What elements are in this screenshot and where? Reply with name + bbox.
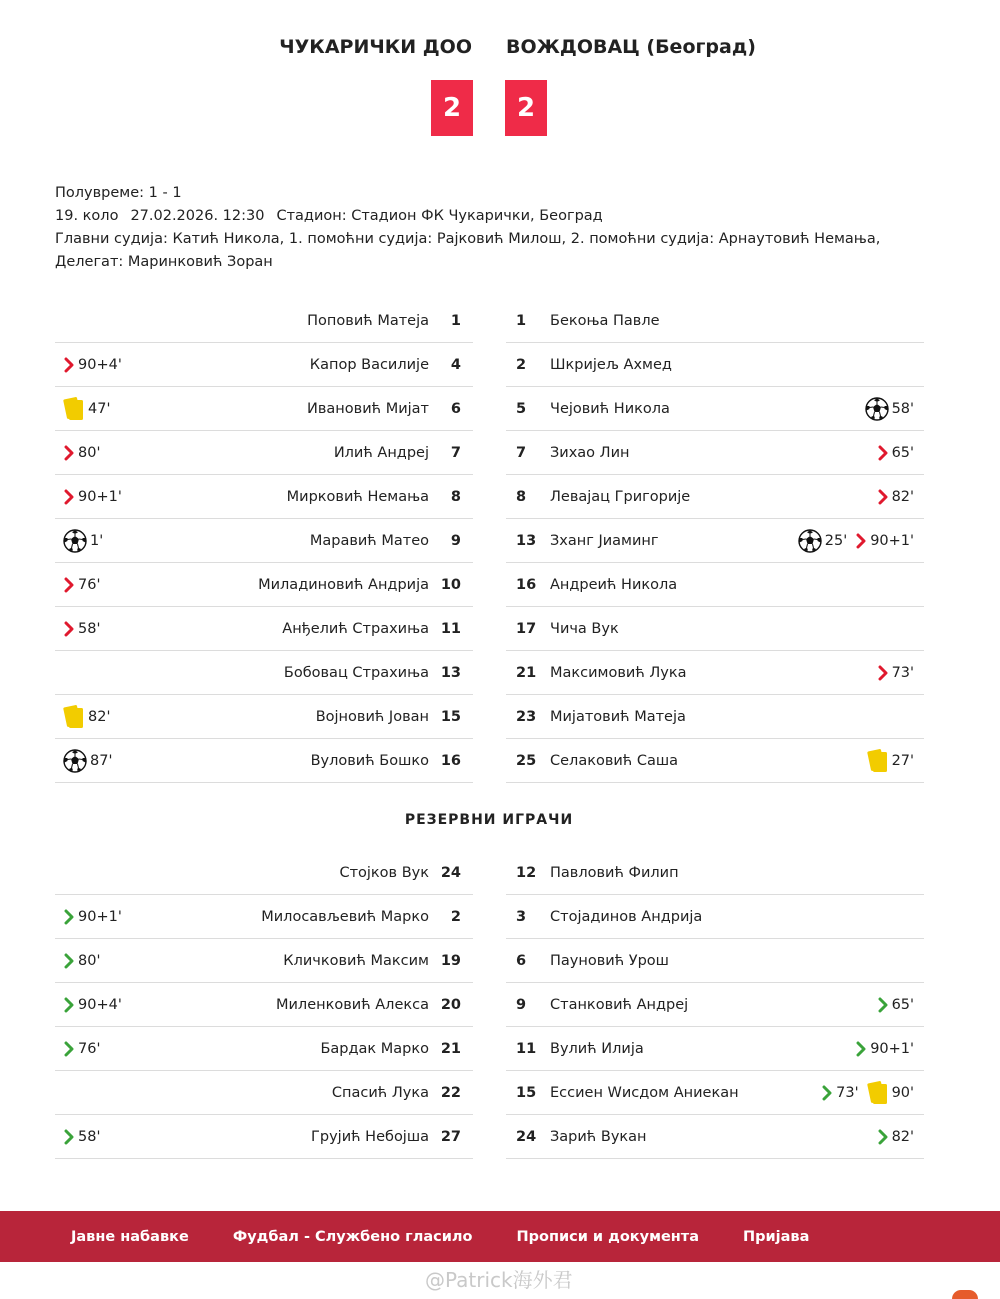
player-number: 15 xyxy=(440,709,461,725)
player-events xyxy=(63,387,110,431)
player-name[interactable]: Грујић Небојша xyxy=(311,1129,429,1145)
player-name[interactable]: Вулић Илија xyxy=(550,1041,644,1057)
home-player xyxy=(55,895,473,939)
home-score: 2 xyxy=(431,80,473,136)
event-yellow xyxy=(867,748,914,774)
player-events xyxy=(821,1071,914,1115)
player-number: 6 xyxy=(516,953,527,969)
event-sub-in xyxy=(855,1041,914,1057)
player-events xyxy=(877,1115,914,1159)
player-events xyxy=(877,983,914,1027)
player-events xyxy=(63,475,122,519)
match-info xyxy=(55,182,945,274)
away-player xyxy=(506,939,924,983)
event-sub-out xyxy=(63,621,100,637)
away-player xyxy=(506,343,924,387)
player-name[interactable]: Бобовац Страхиња xyxy=(283,665,429,681)
player-name[interactable]: Капор Василије xyxy=(309,357,429,373)
away-player xyxy=(506,431,924,475)
home-player xyxy=(55,695,473,739)
football-icon xyxy=(63,749,87,773)
event-sub-in xyxy=(821,1085,858,1101)
player-number: 19 xyxy=(440,953,461,969)
player-events xyxy=(855,1027,914,1071)
football-icon xyxy=(63,529,87,553)
away-player xyxy=(506,983,924,1027)
player-name[interactable]: Миладиновић Андрија xyxy=(258,577,429,593)
player-number: 11 xyxy=(440,621,461,637)
player-name[interactable]: Стојадинов Андрија xyxy=(550,909,703,925)
player-events xyxy=(63,563,100,607)
home-player xyxy=(55,387,473,431)
event-minute: 58' xyxy=(78,621,101,637)
player-number: 1 xyxy=(450,313,461,329)
sub-out-chevron-icon xyxy=(63,357,75,373)
player-name[interactable]: Војновић Јован xyxy=(315,709,429,725)
stadium: Стадион: Стадион ФК Чукарички, Београд xyxy=(276,208,603,224)
player-number: 15 xyxy=(516,1085,537,1101)
lineup-row xyxy=(55,387,925,431)
lineup-row xyxy=(55,739,925,783)
watermark: @Patrick海外君 xyxy=(425,1268,573,1292)
sub-out-chevron-icon xyxy=(63,621,75,637)
event-sub-in xyxy=(63,1041,100,1057)
player-events xyxy=(63,343,122,387)
player-name[interactable]: Анђелић Страхиња xyxy=(282,621,429,637)
halftime-score: Полувреме: 1 - 1 xyxy=(55,185,182,201)
sub-out-chevron-icon xyxy=(877,489,889,505)
event-minute: 47' xyxy=(88,401,111,417)
sub-out-chevron-icon xyxy=(877,665,889,681)
event-goal xyxy=(798,529,847,553)
player-number: 2 xyxy=(516,357,527,373)
home-player xyxy=(55,1071,473,1115)
away-player xyxy=(506,299,924,343)
sub-out-chevron-icon xyxy=(877,445,889,461)
away-player xyxy=(506,519,924,563)
home-player xyxy=(55,519,473,563)
player-number: 6 xyxy=(450,401,461,417)
player-name[interactable]: Леваjац Григорије xyxy=(550,489,691,505)
player-events xyxy=(63,939,100,983)
away-player xyxy=(506,651,924,695)
player-events xyxy=(63,895,122,939)
event-minute: 87' xyxy=(90,753,113,769)
footer-link-login[interactable]: Пријава xyxy=(743,1228,810,1245)
player-events xyxy=(63,431,100,475)
player-name[interactable]: Кличковић Максим xyxy=(283,953,429,969)
lineup-row xyxy=(55,1115,925,1159)
event-sub-in xyxy=(877,997,914,1013)
player-name[interactable]: Зихао Лин xyxy=(550,445,630,461)
event-sub-out xyxy=(877,489,914,505)
player-events xyxy=(867,739,914,783)
home-player xyxy=(55,431,473,475)
event-sub-out xyxy=(855,533,914,549)
event-minute: 25' xyxy=(824,533,848,549)
event-minute: 76' xyxy=(78,1041,101,1057)
player-name[interactable]: Павловић Филип xyxy=(550,865,679,881)
substitutes-lineup xyxy=(55,851,925,1159)
player-name[interactable]: Мирковић Немања xyxy=(286,489,429,505)
sub-in-chevron-icon xyxy=(877,1129,889,1145)
yellow-card-icon xyxy=(867,1080,889,1106)
event-sub-in xyxy=(877,1129,914,1145)
lineup-row xyxy=(55,519,925,563)
footer-link-official-gazette[interactable]: Фудбал - Службено гласило xyxy=(232,1228,473,1245)
event-minute: 65' xyxy=(891,997,914,1013)
sub-out-chevron-icon xyxy=(63,489,75,505)
event-minute: 65' xyxy=(891,445,914,461)
player-name[interactable]: Маравић Матео xyxy=(309,533,429,549)
away-player xyxy=(506,1115,924,1159)
event-minute: 82' xyxy=(88,709,111,725)
event-minute: 76' xyxy=(78,577,101,593)
home-player xyxy=(55,739,473,783)
player-name[interactable]: Поповић Матеја xyxy=(307,313,429,329)
player-number: 8 xyxy=(516,489,527,505)
player-name[interactable]: Чича Вук xyxy=(550,621,619,637)
player-name[interactable]: Зханг Јиаминг xyxy=(550,533,659,549)
yellow-card-icon xyxy=(63,704,85,730)
player-number: 24 xyxy=(440,865,461,881)
player-number: 20 xyxy=(440,997,461,1013)
home-player xyxy=(55,563,473,607)
event-sub-in xyxy=(63,1129,100,1145)
event-minute: 82' xyxy=(891,1129,914,1145)
player-events xyxy=(63,983,122,1027)
event-sub-out xyxy=(63,577,100,593)
player-events xyxy=(798,519,914,563)
home-player xyxy=(55,299,473,343)
event-yellow xyxy=(867,1080,914,1106)
away-player xyxy=(506,1071,924,1115)
event-minute: 27' xyxy=(891,753,914,769)
event-sub-out xyxy=(63,445,100,461)
away-player xyxy=(506,475,924,519)
event-yellow xyxy=(63,704,110,730)
lineup-row xyxy=(55,1027,925,1071)
lineup-row xyxy=(55,651,925,695)
player-name[interactable]: Мијатовић Матеја xyxy=(550,709,686,725)
corner-decoration xyxy=(952,1290,978,1299)
player-number: 16 xyxy=(440,753,461,769)
event-minute: 80' xyxy=(78,953,101,969)
player-name[interactable]: Ессиен Wисдом Аниекан xyxy=(550,1085,739,1101)
event-minute: 73' xyxy=(891,665,914,681)
player-name[interactable]: Милосављевић Марко xyxy=(261,909,429,925)
player-name[interactable]: Илић Андреј xyxy=(333,445,429,461)
away-player xyxy=(506,607,924,651)
away-player xyxy=(506,387,924,431)
yellow-card-icon xyxy=(63,396,85,422)
player-number: 13 xyxy=(440,665,461,681)
player-name[interactable]: Пауновић Урош xyxy=(550,953,669,969)
player-name[interactable]: Миленковић Алекса xyxy=(276,997,429,1013)
round: 19. коло xyxy=(55,208,119,224)
event-minute: 90+1' xyxy=(870,533,914,549)
lineup-row xyxy=(55,343,925,387)
player-events xyxy=(63,739,112,783)
footer-nav xyxy=(0,1211,1000,1262)
event-goal xyxy=(865,397,914,421)
player-events xyxy=(865,387,914,431)
player-number: 17 xyxy=(516,621,537,637)
lineup-row xyxy=(55,939,925,983)
player-events xyxy=(63,695,110,739)
lineup-row xyxy=(55,299,925,343)
event-minute: 58' xyxy=(78,1129,101,1145)
sub-in-chevron-icon xyxy=(63,1129,75,1145)
lineup-row xyxy=(55,1071,925,1115)
sub-in-chevron-icon xyxy=(63,997,75,1013)
player-number: 9 xyxy=(450,533,461,549)
sub-in-chevron-icon xyxy=(63,1041,75,1057)
home-player xyxy=(55,343,473,387)
event-sub-in xyxy=(63,997,122,1013)
starting-lineup xyxy=(55,299,925,783)
player-name[interactable]: Ивановић Мијат xyxy=(307,401,429,417)
footer-link-procurement[interactable]: Јавне набавке xyxy=(71,1228,189,1245)
lineup-row xyxy=(55,695,925,739)
player-number: 7 xyxy=(450,445,461,461)
player-events xyxy=(877,475,914,519)
event-minute: 90+4' xyxy=(78,997,122,1013)
match-header xyxy=(0,36,1000,66)
event-minute: 90+4' xyxy=(78,357,122,373)
event-sub-out xyxy=(63,489,122,505)
player-number: 2 xyxy=(450,909,461,925)
home-player xyxy=(55,1027,473,1071)
lineup-row xyxy=(55,431,925,475)
player-number: 27 xyxy=(440,1129,461,1145)
lineup-row xyxy=(55,607,925,651)
round-date-stadium xyxy=(55,205,945,228)
away-team-name: ВОЖДОВАЦ (Београд) xyxy=(506,36,756,58)
player-number: 4 xyxy=(450,357,461,373)
player-number: 13 xyxy=(516,533,537,549)
officials: Главни судија: Катић Никола, 1. помоћни судија: Рајковић Милош, 2. помоћни судија: Арнаутовић Немања, Делегат: Маринковић Зоран xyxy=(55,231,881,270)
player-events xyxy=(877,431,914,475)
event-minute: 90' xyxy=(891,1085,914,1101)
event-yellow xyxy=(63,396,110,422)
match-datetime: 27.02.2026. 12:30 xyxy=(130,208,265,224)
lineup-row xyxy=(55,851,925,895)
lineup-row xyxy=(55,563,925,607)
player-name[interactable]: Вуловић Бошко xyxy=(310,753,429,769)
player-name[interactable]: Селаковић Саша xyxy=(550,753,679,769)
player-events xyxy=(63,607,100,651)
event-minute: 58' xyxy=(891,401,914,417)
event-minute: 73' xyxy=(836,1085,859,1101)
event-minute: 90+1' xyxy=(78,909,122,925)
event-goal xyxy=(63,529,103,553)
event-minute: 82' xyxy=(891,489,914,505)
away-score: 2 xyxy=(505,80,547,136)
player-number: 8 xyxy=(450,489,461,505)
player-number: 21 xyxy=(440,1041,461,1057)
player-name[interactable]: Стојков Вук xyxy=(339,865,429,881)
player-number: 23 xyxy=(516,709,537,725)
event-minute: 90+1' xyxy=(870,1041,914,1057)
sub-in-chevron-icon xyxy=(821,1085,833,1101)
lineup-row xyxy=(55,895,925,939)
sub-out-chevron-icon xyxy=(63,445,75,461)
home-player xyxy=(55,939,473,983)
home-player xyxy=(55,1115,473,1159)
player-number: 7 xyxy=(516,445,527,461)
away-player xyxy=(506,563,924,607)
away-player xyxy=(506,739,924,783)
home-player xyxy=(55,651,473,695)
player-number: 22 xyxy=(440,1085,461,1101)
lineup-row xyxy=(55,983,925,1027)
player-number: 10 xyxy=(440,577,461,593)
sub-out-chevron-icon xyxy=(63,577,75,593)
event-minute: 80' xyxy=(78,445,101,461)
home-player xyxy=(55,475,473,519)
player-number: 9 xyxy=(516,997,527,1013)
event-sub-in xyxy=(63,909,122,925)
footer-link-regulations[interactable]: Прописи и документа xyxy=(516,1228,699,1245)
player-name[interactable]: Бекоња Павле xyxy=(550,313,660,329)
player-events xyxy=(63,1027,100,1071)
sub-in-chevron-icon xyxy=(63,953,75,969)
event-minute: 1' xyxy=(90,533,104,549)
home-team-name: ЧУКАРИЧКИ ДОО xyxy=(279,36,472,58)
player-number: 21 xyxy=(516,665,537,681)
player-name[interactable]: Бардак Марко xyxy=(320,1041,429,1057)
event-minute: 90+1' xyxy=(78,489,122,505)
home-player xyxy=(55,607,473,651)
away-player xyxy=(506,1027,924,1071)
player-name[interactable]: Спасић Лука xyxy=(331,1085,429,1101)
player-name[interactable]: Шкријељ Ахмед xyxy=(550,357,672,373)
event-sub-in xyxy=(63,953,100,969)
football-icon xyxy=(865,397,889,421)
home-player xyxy=(55,983,473,1027)
event-sub-out xyxy=(877,445,914,461)
sub-in-chevron-icon xyxy=(855,1041,867,1057)
player-name[interactable]: Зарић Вукан xyxy=(550,1129,647,1145)
player-name[interactable]: Станковић Андреј xyxy=(550,997,689,1013)
player-events xyxy=(877,651,914,695)
sub-out-chevron-icon xyxy=(855,533,867,549)
away-player xyxy=(506,851,924,895)
football-icon xyxy=(798,529,822,553)
event-goal xyxy=(63,749,112,773)
event-sub-out xyxy=(63,357,122,373)
substitutes-title: РЕЗЕРВНИ ИГРАЧИ xyxy=(404,812,574,828)
home-player xyxy=(55,851,473,895)
player-number: 3 xyxy=(516,909,527,925)
player-name[interactable]: Чејовић Никола xyxy=(550,401,670,417)
player-number: 11 xyxy=(516,1041,537,1057)
player-name[interactable]: Максимовић Лука xyxy=(550,665,687,681)
lineup-row xyxy=(55,475,925,519)
player-number: 5 xyxy=(516,401,527,417)
player-events xyxy=(63,1115,100,1159)
sub-in-chevron-icon xyxy=(63,909,75,925)
sub-in-chevron-icon xyxy=(877,997,889,1013)
player-name[interactable]: Андреић Никола xyxy=(550,577,678,593)
yellow-card-icon xyxy=(867,748,889,774)
player-number: 12 xyxy=(516,865,537,881)
player-number: 16 xyxy=(516,577,537,593)
away-player xyxy=(506,895,924,939)
player-number: 1 xyxy=(516,313,527,329)
event-sub-out xyxy=(877,665,914,681)
player-events xyxy=(63,519,103,563)
player-number: 25 xyxy=(516,753,537,769)
player-number: 24 xyxy=(516,1129,537,1145)
away-player xyxy=(506,695,924,739)
